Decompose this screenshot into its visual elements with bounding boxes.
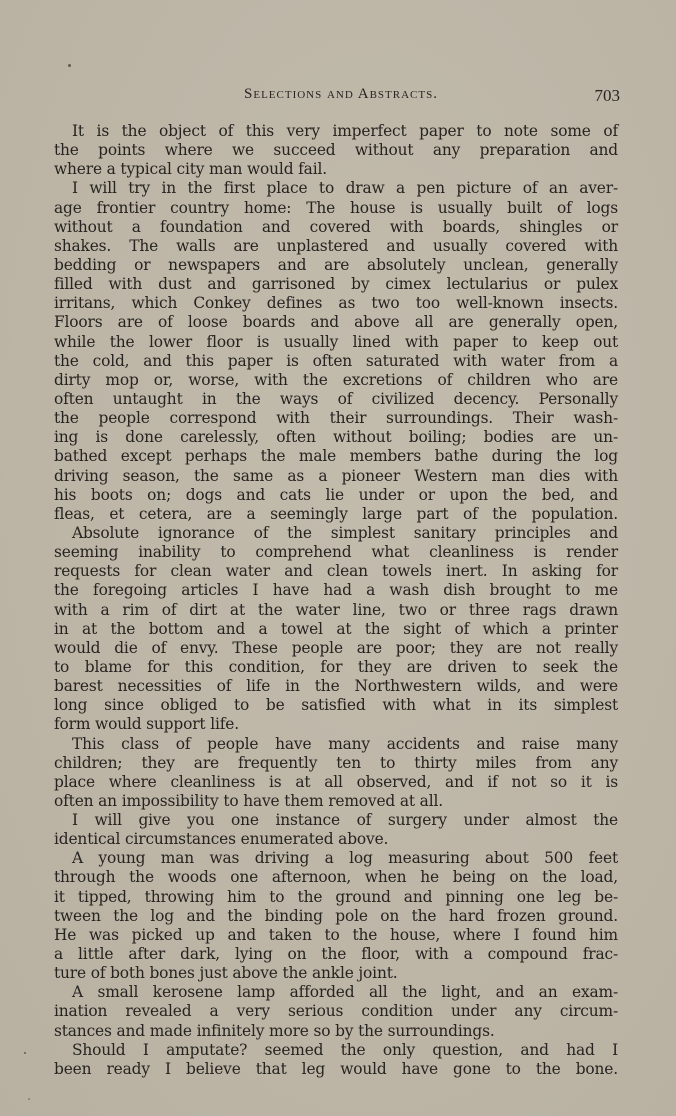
text-line: filled with dust and garrisoned by cimex lectularius or pulex: [54, 275, 618, 294]
text-line: form would support life.: [54, 715, 239, 734]
text-line: irritans, which Conkey defines as two too well-known insects.: [54, 294, 618, 313]
text-line: ing is done carelessly, often without boiling; bodies are un-: [54, 428, 618, 447]
running-head: [54, 86, 618, 106]
text-line: been ready I believe that leg would have gone to the bone.: [54, 1059, 618, 1078]
text-line: the points where we succeed without any preparation and: [54, 141, 618, 160]
running-title: Selections and Abstracts.: [244, 86, 438, 102]
text-line: where a typical city man would fail.: [54, 160, 327, 179]
text-line: the people correspond with their surroundings. Their wash-: [54, 409, 618, 428]
text-line: identical circumstances enumerated above.: [54, 830, 389, 849]
text-line: A small kerosene lamp afforded all the light, and an exam-: [72, 983, 618, 1002]
text-line: fleas, et cetera, are a seemingly large part of the population.: [54, 504, 618, 523]
text-line: driving season, the same as a pioneer Western man dies with: [54, 466, 618, 485]
body-text: [54, 122, 618, 1079]
text-line: it tipped, throwing him to the ground and pinning one leg be-: [54, 887, 618, 906]
text-line: Floors are of loose boards and above all are generally open,: [54, 313, 618, 332]
text-line: seeming inability to comprehend what cleanliness is render: [54, 543, 618, 562]
text-line: the cold, and this paper is often saturated with water from a: [54, 351, 618, 370]
text-line: A young man was driving a log measuring about 500 feet: [72, 849, 618, 868]
text-line: barest necessities of life in the Northwestern wilds, and were: [54, 677, 618, 696]
text-line: ture of both bones just above the ankle joint.: [54, 964, 398, 983]
text-line: It is the object of this very imperfect paper to note some of: [72, 122, 618, 140]
text-line: He was picked up and taken to the house, where I found him: [54, 925, 618, 944]
text-line: the foregoing articles I have had a wash dish brought to me: [54, 581, 618, 600]
text-line: his boots on; dogs and cats lie under or upon the bed, and: [54, 485, 618, 504]
text-line: Should I amputate? seemed the only question, and had I: [72, 1040, 618, 1059]
text-line: stances and made infinitely more so by the surroundings.: [54, 1021, 495, 1040]
paper-speck: [28, 1098, 30, 1100]
page-number: 703: [594, 86, 620, 105]
text-line: shakes. The walls are unplastered and usually covered with: [54, 236, 618, 255]
text-line: to blame for this condition, for they are driven to seek the: [54, 657, 618, 676]
text-line: I will try in the first place to draw a pen picture of an aver-: [72, 179, 618, 198]
text-line: bathed except perhaps the male members bathe during the log: [54, 447, 618, 466]
text-line: while the lower floor is usually lined with paper to keep out: [54, 332, 618, 351]
paper-speck: [24, 1052, 26, 1054]
text-line: would die of envy. These people are poor; they are not really: [54, 638, 618, 657]
text-line: often untaught in the ways of civilized decency. Personally: [54, 389, 618, 408]
text-line: in at the bottom and a towel at the sight of which a printer: [54, 619, 618, 638]
text-line: age frontier country home: The house is usually built of logs: [54, 198, 618, 217]
text-line: long since obliged to be satisfied with what in its simplest: [54, 696, 618, 715]
text-line: a little after dark, lying on the floor, with a compound frac-: [54, 945, 618, 964]
text-line: through the woods one afternoon, when he being on the load,: [54, 868, 618, 887]
text-line: place where cleanliness is at all observed, and if not so it is: [54, 772, 618, 791]
text-line: dirty mop or, worse, with the excretions of children who are: [54, 370, 618, 389]
text-line: tween the log and the binding pole on the hard frozen ground.: [54, 906, 618, 925]
text-line: with a rim of dirt at the water line, two or three rags drawn: [54, 600, 618, 619]
text-line: This class of people have many accidents and raise many: [72, 734, 618, 753]
text-line: I will give you one instance of surgery under almost the: [72, 811, 618, 830]
text-line: children; they are frequently ten to thirty miles from any: [54, 753, 618, 772]
text-line: without a foundation and covered with boards, shingles or: [54, 217, 618, 236]
text-line: ination revealed a very serious condition under any circum-: [54, 1002, 618, 1021]
text-line: bedding or newspapers and are absolutely unclean, generally: [54, 255, 618, 274]
text-line: requests for clean water and clean towels inert. In asking for: [54, 562, 618, 581]
text-line: often an impossibility to have them removed at all.: [54, 791, 443, 810]
paper-speck: [68, 64, 71, 67]
text-line: Absolute ignorance of the simplest sanitary principles and: [72, 523, 618, 542]
